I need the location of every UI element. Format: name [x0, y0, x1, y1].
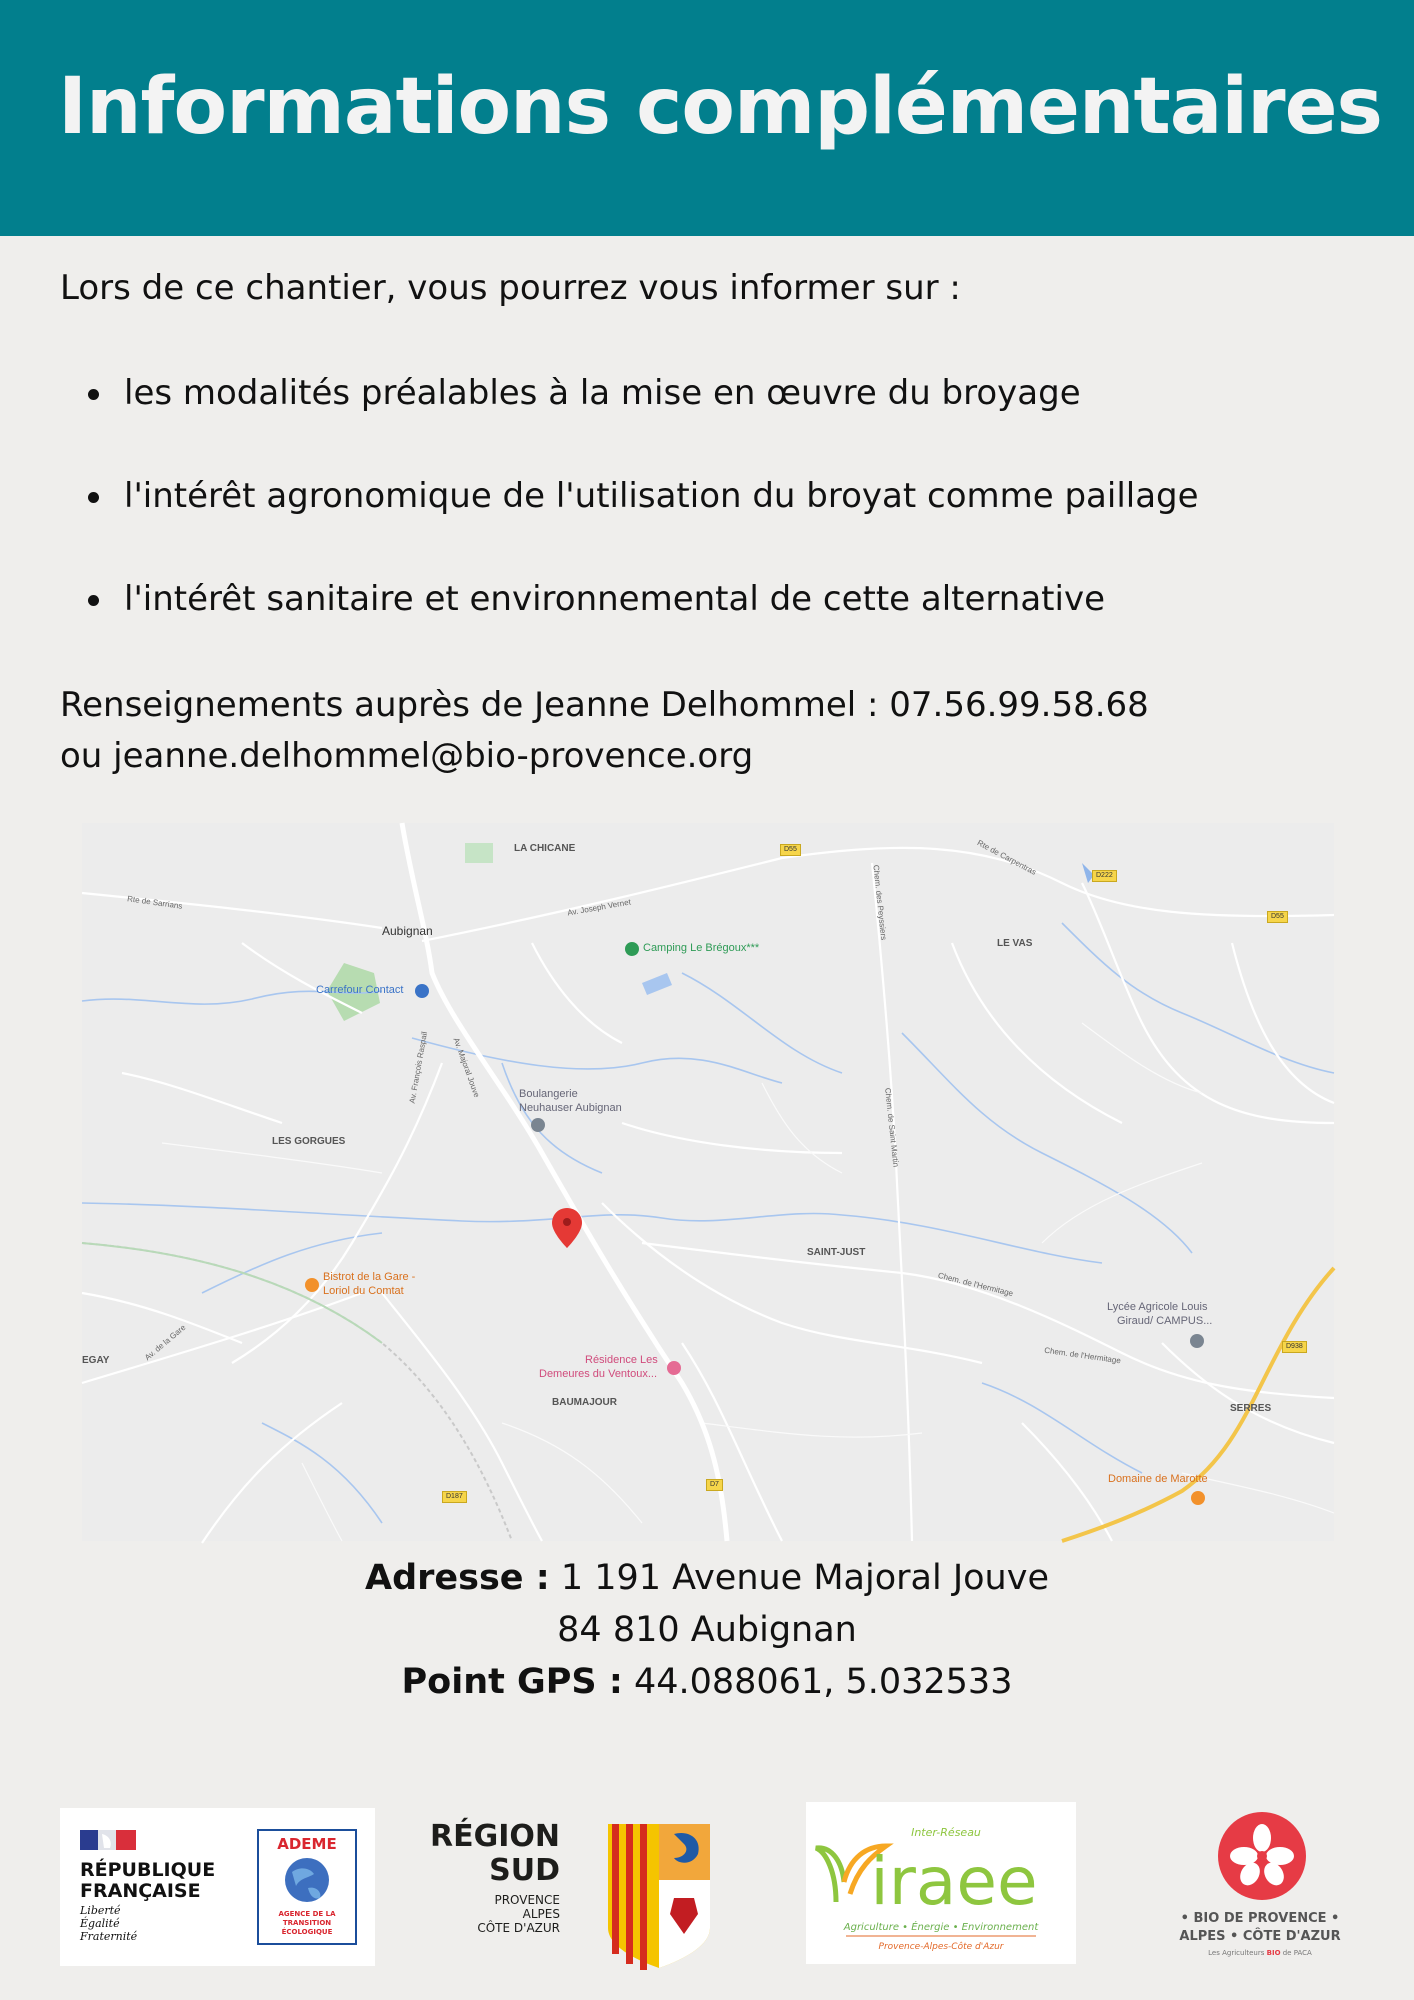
svg-text:• BIO DE PROVENCE •: • BIO DE PROVENCE •: [1180, 1911, 1340, 1926]
road-chem-hermitage-1: Chem. de l'Hermitage: [937, 1270, 1015, 1299]
header-banner: [0, 0, 1414, 236]
place-la-chicane: LA CHICANE: [514, 843, 576, 854]
road-shield-d55: D55: [780, 844, 801, 856]
place-aubignan: Aubignan: [382, 924, 433, 938]
poi-residence-line2[interactable]: Demeures du Ventoux...: [539, 1368, 658, 1380]
iraee-logo-icon: [806, 1802, 1076, 1964]
svg-text:TRANSITION: TRANSITION: [282, 1919, 332, 1927]
address-label: Adresse :: [365, 1558, 550, 1598]
place-baumajour: BAUMAJOUR: [552, 1397, 617, 1408]
poi-domaine[interactable]: Domaine de Marotte: [1108, 1473, 1208, 1485]
road-chem-peyssiers: Chem. des Peyssiers: [871, 864, 889, 941]
restaurant-icon: [305, 1278, 319, 1292]
poi-boulangerie-line1[interactable]: Boulangerie: [519, 1088, 578, 1100]
bakery-icon: [531, 1118, 545, 1132]
road-av-gare: Av. de la Gare: [143, 1322, 188, 1363]
logo-region-sud: [430, 1818, 714, 1968]
school-icon: [1190, 1334, 1204, 1348]
bio-provence-logo-icon: [1170, 1812, 1350, 1972]
svg-text:FRANÇAISE: FRANÇAISE: [80, 1880, 201, 1902]
svg-text:iraee: iraee: [870, 1843, 1038, 1920]
road-av-joseph-vernet: Av. Joseph Vernet: [566, 897, 632, 918]
logo-iraee: [806, 1802, 1076, 1964]
road-rte-sarrians: Rte de Sarrians: [126, 894, 183, 911]
svg-text:Les Agriculteurs BIO de PACA: Les Agriculteurs BIO de PACA: [1208, 1949, 1312, 1957]
page-title: Informations complémentaires: [58, 62, 1382, 152]
svg-text:Liberté: Liberté: [80, 1904, 121, 1917]
road-av-majoral-jouve: Av. Majoral Jouve: [451, 1036, 482, 1099]
place-le-vas: LE VAS: [997, 938, 1033, 949]
poi-camping[interactable]: Camping Le Brégoux***: [643, 942, 760, 954]
contact-info: [60, 680, 1149, 782]
place-serres: SERRES: [1230, 1403, 1272, 1414]
place-les-gorgues: LES GORGUES: [272, 1136, 346, 1147]
gps-label: Point GPS :: [401, 1662, 623, 1702]
poi-carrefour[interactable]: Carrefour Contact: [316, 984, 404, 996]
poi-residence-line1[interactable]: Résidence Les: [585, 1354, 658, 1366]
rf-ademe-logo-icon: [60, 1808, 375, 1966]
svg-text:RÉPUBLIQUE: RÉPUBLIQUE: [80, 1859, 216, 1881]
road-shield-d187: D187: [442, 1491, 467, 1503]
poi-bistrot-line2[interactable]: Loriol du Comtat: [323, 1285, 404, 1297]
gps-line: [0, 1656, 1414, 1708]
road-shield-d222: D222: [1092, 870, 1117, 882]
map-canvas: [82, 823, 1334, 1541]
list-item-text: les modalités préalables à la mise en œuvre du broyage: [124, 373, 1081, 413]
road-rte-carpentras: Rte de Carpentras: [975, 838, 1038, 877]
location-map[interactable]: [82, 823, 1334, 1541]
logo-republique-ademe: [60, 1808, 375, 1966]
logo-bio-provence: [1170, 1812, 1350, 1972]
svg-text:ALPES: ALPES: [522, 1907, 560, 1921]
svg-text:Inter-Réseau: Inter-Réseau: [911, 1826, 981, 1839]
info-list: [60, 360, 1199, 669]
road-shield-d55: D55: [1267, 911, 1288, 923]
address-block: [0, 1552, 1414, 1708]
svg-text:ADEME: ADEME: [277, 1835, 337, 1853]
residence-icon: [667, 1361, 681, 1375]
svg-text:AGENCE DE LA: AGENCE DE LA: [278, 1910, 336, 1918]
poi-bistrot-line1[interactable]: Bistrot de la Gare -: [323, 1271, 416, 1283]
address-city: 84 810 Aubignan: [557, 1610, 857, 1650]
road-shield-d938: D938: [1282, 1341, 1307, 1353]
intro-text: Lors de ce chantier, vous pourrez vous informer sur :: [60, 268, 961, 308]
svg-text:CÔTE D'AZUR: CÔTE D'AZUR: [477, 1921, 560, 1935]
list-item: [60, 360, 1199, 463]
contact-phone: Renseignements auprès de Jeanne Delhommel : 07.56.99.58.68: [60, 685, 1149, 725]
poi-lycee-line2[interactable]: Giraud/ CAMPUS...: [1117, 1315, 1213, 1327]
list-item: [60, 566, 1199, 669]
place-egay: EGAY: [82, 1355, 110, 1366]
svg-text:ALPES • CÔTE D'AZUR: ALPES • CÔTE D'AZUR: [1179, 1929, 1341, 1944]
svg-text:RÉGION: RÉGION: [430, 1819, 560, 1854]
list-item-text: l'intérêt sanitaire et environnemental de cette alternative: [124, 579, 1106, 619]
shop-icon: [415, 984, 429, 998]
address-street-line: [0, 1552, 1414, 1604]
winery-icon: [1191, 1491, 1205, 1505]
address-street: 1 191 Avenue Majoral Jouve: [549, 1558, 1049, 1598]
bullet-icon: [88, 389, 99, 400]
svg-text:ÉCOLOGIQUE: ÉCOLOGIQUE: [281, 1928, 333, 1936]
svg-text:SUD: SUD: [489, 1853, 560, 1888]
poi-boulangerie-line2[interactable]: Neuhauser Aubignan: [519, 1102, 622, 1114]
list-item-text: l'intérêt agronomique de l'utilisation du broyat comme paillage: [124, 476, 1199, 516]
region-sud-logo-icon: [430, 1818, 714, 1968]
poi-lycee-line1[interactable]: Lycée Agricole Louis: [1107, 1301, 1208, 1313]
contact-email[interactable]: ou jeanne.delhommel@bio-provence.org: [60, 736, 754, 776]
bullet-icon: [88, 595, 99, 606]
road-chem-saint-martin: Chem. de Saint Martin: [883, 1087, 901, 1168]
bullet-icon: [88, 492, 99, 503]
svg-text:Fraternité: Fraternité: [80, 1930, 138, 1943]
list-item: [60, 463, 1199, 566]
svg-text:Provence-Alpes-Côte d'Azur: Provence-Alpes-Côte d'Azur: [878, 1942, 1004, 1952]
road-shield-d7: D7: [706, 1479, 723, 1491]
gps-value: 44.088061, 5.032533: [622, 1662, 1013, 1702]
place-saint-just: SAINT-JUST: [807, 1247, 866, 1258]
svg-text:Agriculture • Énergie • Enviro: Agriculture • Énergie • Environnement: [843, 1922, 1039, 1933]
road-av-francois-raspail: Av. François Raspail: [407, 1030, 430, 1105]
camping-icon: [625, 942, 639, 956]
road-chem-hermitage-2: Chem. de l'Hermitage: [1043, 1345, 1122, 1366]
park-area: [465, 843, 493, 863]
svg-text:Égalité: Égalité: [80, 1917, 120, 1930]
svg-text:PROVENCE: PROVENCE: [494, 1893, 560, 1907]
